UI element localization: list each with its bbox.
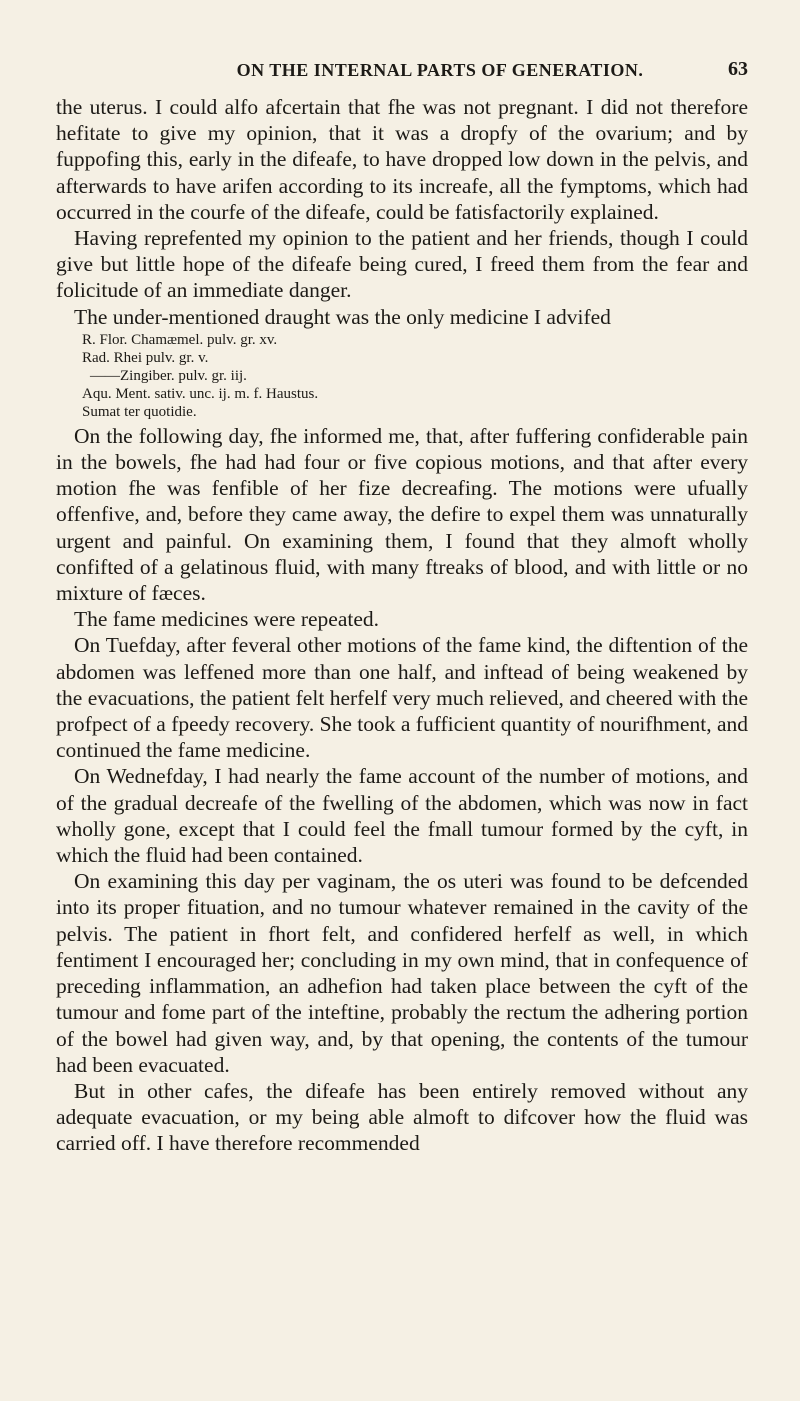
paragraph-tuesday: On Tuefday, after feveral other motions of the fame kind, the diftention of the abdomen was leffened more than one half, and inftead of being weakened by the evacuations, the patient felt herfelf very much relieved, and cheered with the profpect of a fpeedy recovery. She took a fufficient quantity of nourifhment, and continued the fame medicine. [56, 633, 748, 763]
paragraph-diagnosis: the uterus. I could alfo afcertain that fhe was not pregnant. I did not therefore hefitate to give my opinion, that it was a dropfy of the ovarium; and by fuppofing this, early in the difeafe, to have dropped low down in the pelvis, and afterwards to have arifen according to its increafe, all the fymptoms, which had occurred in the courfe of the difeafe, could be fatisfactorily explained. [56, 95, 748, 224]
body-text [56, 94, 748, 1157]
prescription [82, 331, 748, 421]
paragraph-opinion: Having reprefented my opinion to the patient and her friends, though I could give but little hope of the difeafe being cured, I freed them from the fear and folicitude of an immediate danger. [56, 226, 748, 303]
paragraph-wednesday: On Wednefday, I had nearly the fame account of the number of motions, and of the gradual decreafe of the fwelling of the abdomen, which was now in fact wholly gone, except that I could feel the fmall tumour formed by the cyft, in which the fluid had been contained. [56, 764, 748, 868]
running-head: ON THE INTERNAL PARTS OF GENERATION. [236, 60, 644, 80]
page-number: 63 [728, 58, 748, 80]
paragraph-draught-intro: The under-mentioned draught was the only medicine I advifed [74, 304, 611, 329]
prescription-line: Rad. Rhei pulv. gr. v. [82, 349, 209, 366]
paragraph-other-cases: But in other cafes, the difeafe has been entirely removed without any adequate evacuation, or my being able almoft to difcover how the fluid was carried off. I have therefore recommended [56, 1078, 748, 1156]
prescription-line: R. Flor. Chamæmel. pulv. gr. xv. [82, 331, 278, 348]
prescription-line: Sumat ter quotidie. [82, 403, 197, 420]
paragraph-following-day: On the following day, fhe informed me, that, after fuffering confiderable pain in the bowels, fhe had had four or five copious motions, and that after every motion fhe was fenfible of her fize decreafing. The motions were ufually offenfive, and, before they came away, the defire to expel them was unnaturally urgent and painful. On examining them, I found that they almoft wholly confifted of a gelatinous fluid, with many ftreaks of blood, and with little or no mixture of fæces. [56, 423, 748, 606]
prescription-line: Aqu. Ment. sativ. unc. ij. m. f. Haustus. [82, 385, 319, 402]
paragraph-repeated: The fame medicines were repeated. [74, 607, 380, 632]
paragraph-examination: On examining this day per vaginam, the os uteri was found to be defcended into its proper fituation, and no tumour whatever remained in the cavity of the pelvis. The patient in fhort felt, and confidered herfelf as well, in which fentiment I encouraged her; concluding in my own mind, that in confequence of preceding inflammation, an adhefion had taken place between the cyft of the tumour and fome part of the inteftine, probably the rectum the adhering portion of the bowel had given way, and, by that opening, the contents of the tumour had been evacuated. [56, 869, 748, 1077]
prescription-line: ——Zingiber. pulv. gr. iij. [90, 367, 247, 384]
